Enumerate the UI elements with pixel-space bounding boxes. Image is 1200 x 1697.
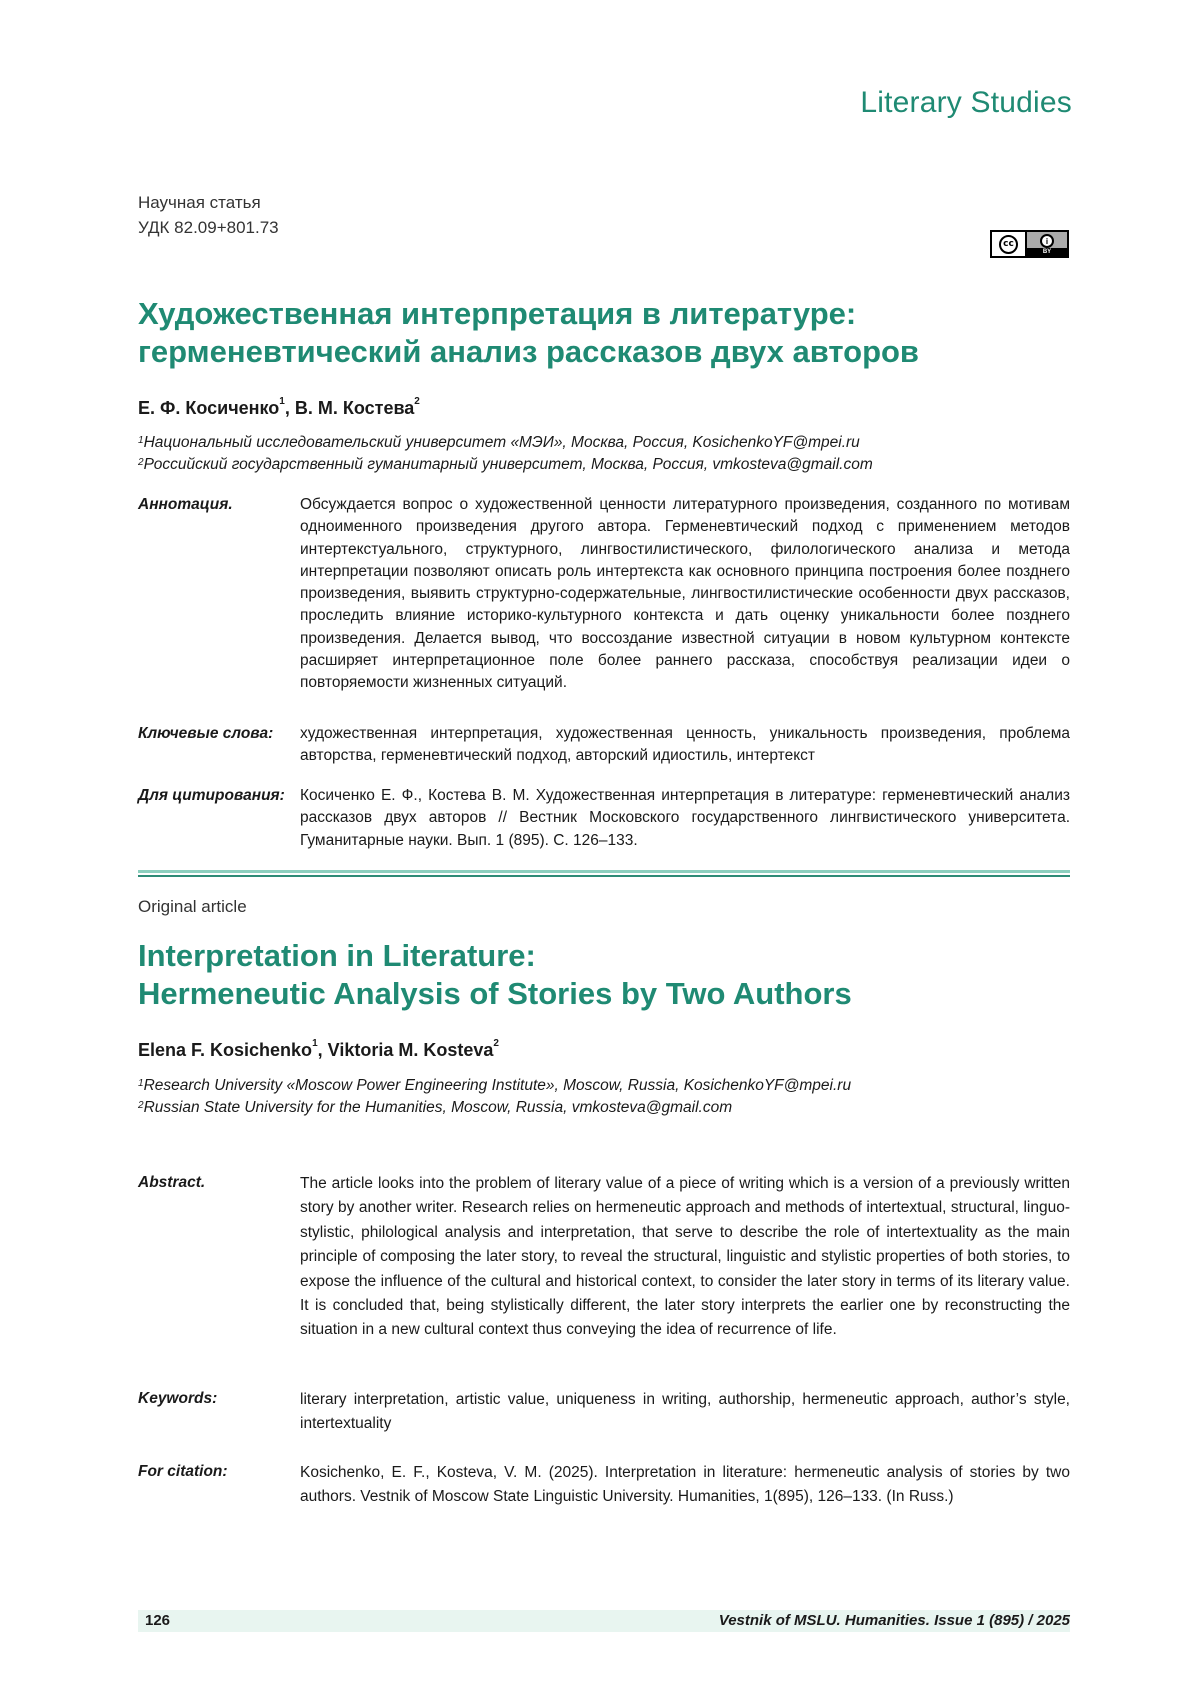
ru-citation-label: Для цитирования: [138,787,285,805]
en-authors: Elena F. Kosichenko1, Viktoria M. Kosteva2 [138,1040,499,1061]
ru-abstract-text: Обсуждается вопрос о художественной ценности литературного произведения, созданного по мотивам одноименного произведения другого автора. Герменевтический подход с применением методов интертекстуального, структурного, лингвостилистического, филологического анализа и метода интерпретации позволяют описать роль интертекста как основного принципа построения более позднего произведения, выявить структурно-содержательные, лингвостилистические особенности двух рассказов, проследить влияние историко-культурного контекста и дать оценку уникальности более позднего произведения. Делается вывод, что воссоздание известной ситуации в новом культурном контексте расширяет интерпретационное поле более раннего рассказа, способствуя реализации идеи о повторяемости жизненных ситуаций. [300,494,1070,695]
en-abstract-label: Abstract. [138,1174,205,1192]
article-type: Научная статья [138,193,261,213]
en-keywords-label: Keywords: [138,1390,217,1408]
udc-code: УДК 82.09+801.73 [138,218,279,238]
ru-affiliations [138,432,873,476]
ru-keywords-label: Ключевые слова: [138,725,273,743]
journal-footer: Vestnik of MSLU. Humanities. Issue 1 (895) / 2025 [719,1612,1070,1629]
ru-abstract-label: Аннотация. [138,496,233,514]
page-number: 126 [145,1612,170,1629]
en-citation-label: For citation: [138,1463,228,1481]
en-affiliation-2: 2Russian State University for the Humanities, Moscow, Russia, vmkosteva@gmail.com [138,1097,851,1119]
ru-affiliation-1: 1Национальный исследовательский университет «МЭИ», Москва, Россия, KosichenkoYF@mpei.ru [138,432,873,454]
ru-citation-text: Косиченко Е. Ф., Костева В. М. Художественная интерпретация в литературе: герменевтический анализ рассказов двух авторов // Вестник Московского государственного лингвистического университета. Гуманитарные науки. Вып. 1 (895). С. 126–133. [300,785,1070,852]
en-title: Interpretation in Literature: Hermeneutic Analysis of Stories by Two Authors [138,937,852,1013]
cc-by-license-badge[interactable] [990,230,1069,258]
en-affiliation-1: 1Research University «Moscow Power Engineering Institute», Moscow, Russia, KosichenkoYF@mpei.ru [138,1075,851,1097]
ru-affiliation-2: 2Российский государственный гуманитарный университет, Москва, Россия, vmkosteva@gmail.com [138,454,873,476]
en-affiliations [138,1075,851,1119]
en-keywords-text: literary interpretation, artistic value, uniqueness in writing, authorship, hermeneutic approach, author’s style, intertextuality [300,1388,1070,1437]
section-divider-dark [138,875,1070,877]
cc-icon: cc [992,232,1027,256]
ru-keywords-text: художественная интерпретация, художественная ценность, уникальность произведения, проблема авторства, герменевтический подход, авторский идиостиль, интертекст [300,723,1070,768]
ru-authors: Е. Ф. Косиченко1, В. М. Костева2 [138,398,420,419]
section-divider [138,870,1070,873]
section-title: Literary Studies [860,86,1072,120]
attribution-icon: i BY [1027,232,1067,256]
ru-title: Художественная интерпретация в литературе: герменевтический анализ рассказов двух авторов [138,295,919,371]
en-citation-text: Kosichenko, E. F., Kosteva, V. M. (2025). Interpretation in literature: hermeneutic analysis of stories by two authors. Vestnik of Moscow State Linguistic University. Humanities, 1(895), 126–133. (In Russ.) [300,1461,1070,1510]
en-article-type: Original article [138,897,247,917]
en-abstract-text: The article looks into the problem of literary value of a piece of writing which is a version of a previously written story by another writer. Research relies on hermeneutic approach and methods of intertextual, structural, linguo-stylistic, philological analysis and interpretation, that serve to describe the role of intertextuality as the main principle of composing the later story, to reveal the structural, linguistic and stylistic properties of both stories, to expose the influence of the cultural and historical context, to consider the later story in terms of its literary value. It is concluded that, being stylistically different, the later story interprets the earlier one by reconstructing the situation in a new cultural context thus conveying the idea of recurrence of life. [300,1172,1070,1343]
